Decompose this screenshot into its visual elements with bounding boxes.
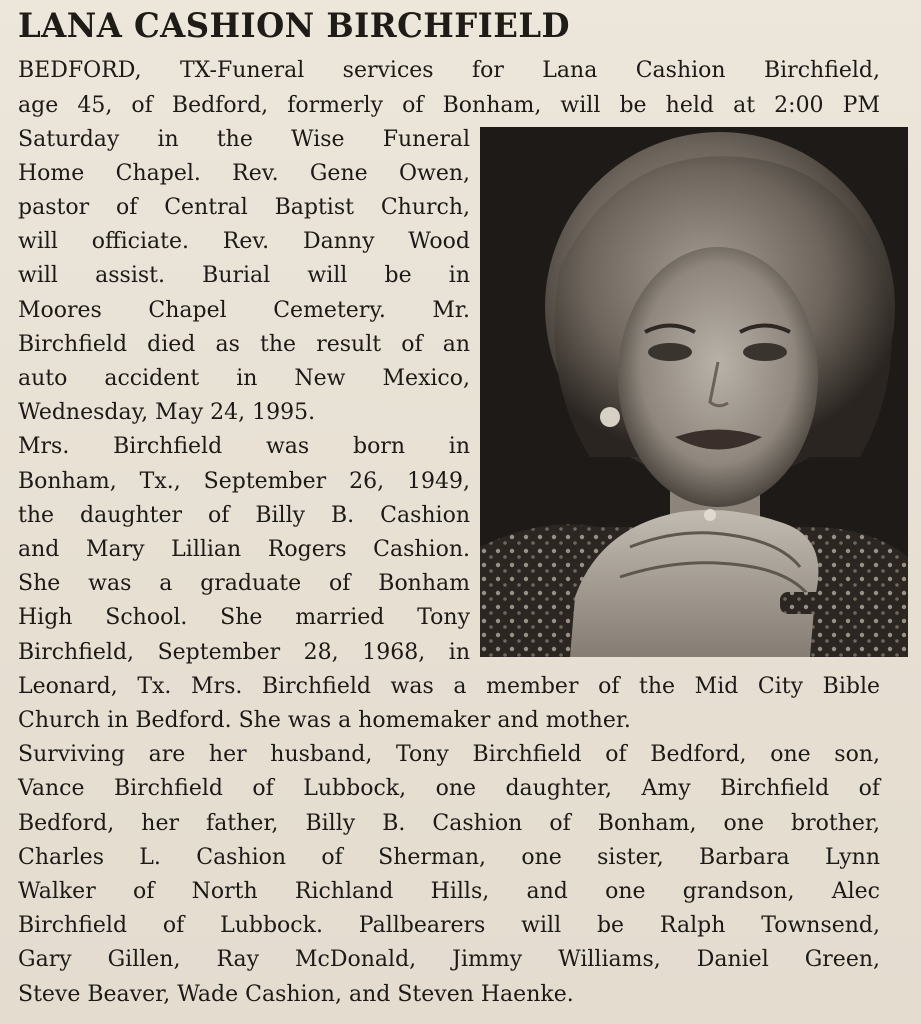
obituary-line: Steve Beaver, Wade Cashion, and Steven Haenke.: [18, 982, 574, 1007]
obituary-line: Church in Bedford. She was a homemaker and mother.: [18, 708, 631, 733]
obituary-line: Wednesday, May 24, 1995.: [18, 400, 316, 425]
obituary-line: Bonham, Tx., September 26, 1949,: [18, 469, 470, 494]
obituary-line: the daughter of Billy B. Cashion: [18, 503, 470, 528]
obituary-line: Home Chapel. Rev. Gene Owen,: [18, 161, 470, 186]
obituary-line: Bedford, her father, Billy B. Cashion of Bonham, one brother,: [18, 811, 880, 836]
obituary-line: Leonard, Tx. Mrs. Birchfield was a member of the Mid City Bible: [18, 674, 880, 699]
obituary-line: age 45, of Bedford, formerly of Bonham, will be held at 2:00 PM: [18, 93, 880, 118]
obituary-headline: LANA CASHION BIRCHFIELD: [18, 6, 571, 46]
obituary-line: Birchfield died as the result of an: [18, 332, 470, 357]
portrait-photo: [480, 127, 908, 657]
obituary-line: will officiate. Rev. Danny Wood: [18, 229, 470, 254]
obituary-line: Birchfield, September 28, 1968, in: [18, 640, 470, 665]
obituary-line: Charles L. Cashion of Sherman, one sister, Barbara Lynn: [18, 845, 880, 870]
obituary-line: pastor of Central Baptist Church,: [18, 195, 470, 220]
obituary-line: BEDFORD, TX-Funeral services for Lana Cashion Birchfield,: [18, 58, 880, 83]
obituary-line: Gary Gillen, Ray McDonald, Jimmy Williams, Daniel Green,: [18, 947, 880, 972]
obituary-line: auto accident in New Mexico,: [18, 366, 470, 391]
obituary-line: Saturday in the Wise Funeral: [18, 127, 470, 152]
obituary-line: Surviving are her husband, Tony Birchfield of Bedford, one son,: [18, 742, 880, 767]
obituary-line: Birchfield of Lubbock. Pallbearers will be Ralph Townsend,: [18, 913, 880, 938]
obituary-line: She was a graduate of Bonham: [18, 571, 470, 596]
obituary-line: Moores Chapel Cemetery. Mr.: [18, 298, 470, 323]
obituary-line: Walker of North Richland Hills, and one grandson, Alec: [18, 879, 880, 904]
obituary-line: High School. She married Tony: [18, 605, 470, 630]
obituary-line: Mrs. Birchfield was born in: [18, 434, 470, 459]
obituary-line: Vance Birchfield of Lubbock, one daughter, Amy Birchfield of: [18, 776, 880, 801]
obituary-line: will assist. Burial will be in: [18, 263, 470, 288]
obituary-line: and Mary Lillian Rogers Cashion.: [18, 537, 470, 562]
